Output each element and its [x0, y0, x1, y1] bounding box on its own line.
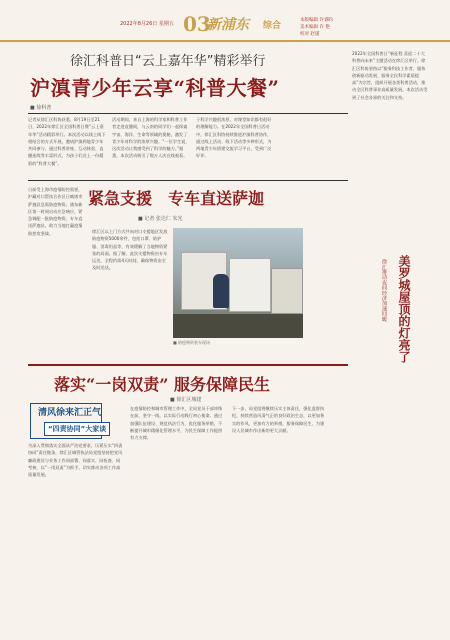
article3-column: 为深入贯彻落实全面从严治党要求，压紧压实“四责协同”责任链条，徐汇区城管执法局党组坚持把党风廉政建设与业务工作同部署、同落实、同检查、同考核，以“一岗双责”为抓手，切实推动各项工作高质量发展。 — [28, 443, 123, 478]
article3-column — [352, 380, 428, 632]
article1-byline: ■ 徐科普 — [30, 105, 52, 111]
article2-column: 徐汇区以上门方式共向对口支援地区发放防疫物资5000余件，包括口罩、防护服、消毒用品等，有效缓解了当地物资紧张的局面。据了解，此次支援物资由专车运送，全程约需4天时间，确保物资安全及时送达。 — [92, 229, 168, 271]
article3-title: 落实“一岗双责” 服务保障民生 — [54, 375, 270, 394]
section-label: 综合 — [263, 21, 282, 31]
photo-caption: ■ 防疫物资装车现场 — [173, 340, 211, 345]
article2-photo — [173, 228, 303, 338]
page-number: 03 — [183, 12, 211, 36]
newspaper-brand: 新浦东 — [207, 17, 249, 33]
article3-column: 在疫情防控和城市管理工作中，全局党员干部冲锋在前，坚守一线，以实际行动践行初心使命。通过加强队伍建设、规范执法行为、优化服务举措，不断提升城市精细化管理水平，为民生保障工作提供有力支撑。 — [130, 406, 223, 441]
issue-date: 2022年8月26日 星期五 — [120, 21, 174, 27]
editor-credit-line: 校对 赵谨 — [300, 32, 320, 37]
photo-ground — [173, 314, 303, 338]
article1-subtitle: 徐汇科普日“云上嘉年华”精彩举行 — [70, 54, 266, 69]
section-divider — [28, 180, 348, 181]
header-divider — [0, 40, 450, 42]
editor-credits — [300, 17, 333, 38]
editor-credit-line: 美术编辑 许 艳 — [300, 25, 330, 30]
article1-column: 活动期间，来自上海的科学家和科普工作者走进直播间，与云南的同学们一起探索宇宙、海洋、生命等领域的奥秘，激发了青少年对科学的浓厚兴趣。“一位学生说，这次活动让我感受到了科学的魅力。”据悉，本次活动吸引了数万人次在线观看。 — [112, 117, 190, 159]
section-divider — [28, 364, 348, 366]
article2-column: 日前受上海市疫情防控需要，沪藏对口帮扶合作区日喀则市萨迦县急需防疫物资。浦东新区第一时间启动应急响应，紧急调配一批防疫物资，专车直送萨迦县，助力当地打赢疫情防控攻坚战。 — [28, 187, 83, 236]
sidebar-column — [308, 258, 370, 358]
column-heading: 清风徐来汇正气 — [38, 408, 102, 418]
supply-box-graphic — [229, 258, 271, 312]
worker-figure — [213, 274, 229, 308]
supply-box-graphic — [271, 268, 303, 314]
article1-column: 2022年全国科普日“新征程 喜迎二十大 科普向未来”主题活动在徐汇区举行。徐汇区科协坚持以“服务科技工作者、服务创新驱动发展、服务全民科学素质提高”为宗旨，组织开展各类科普活动，推动全区科普事业高质量发展。本次活动受到了社会各界的关注和支持。 — [352, 51, 428, 100]
page-header — [0, 0, 450, 44]
article1-column: 子科学兴趣很浓厚，对课堂知识都有很好的理解能力。在2022年全国科普日活动中，徐汇区科协持续推进沪滇科普协作，通过线上活动、线下活动等多种形式，为两地青少年搭建交流学习平台，受到广泛好评。 — [196, 117, 272, 159]
sidebar-subtitle: 徐汇推动夜间经济加速回暖 — [381, 259, 387, 322]
article1-title: 沪滇青少年云享“科普大餐” — [30, 76, 280, 100]
sidebar-title: 美罗城屋顶的灯亮了 — [397, 255, 411, 363]
article3-byline: ■ 徐汇区城建 — [170, 397, 202, 403]
article1-rule — [28, 113, 348, 114]
editor-credit-line: 本版编辑 许睿昀 — [300, 18, 333, 23]
article2-title: 紧急支援 专车直送萨迦 — [88, 189, 265, 208]
column-subheading: “四责协同”大家谈 — [44, 422, 110, 436]
article1-column: 记者从徐汇区科协获悉，8月19日至21日，2022年徐汇区全国科普日暨“云上嘉年华”活动精彩举行。本次活动以线上线下相结合的方式开展，邀请沪滇两地青少年共同参与，通过科普讲座、互动体验、直播连线等丰富形式，为孩子们送上一份精彩的“科普大餐”。 — [28, 117, 106, 166]
article2-byline: ■ 记者 张达仁 朱光 — [138, 216, 183, 222]
article3-column: 下一步，局党组将继续压实主体责任，强化监督执纪，持续营造风清气正的良好政治生态，以更加务实的作风、更加有力的举措，服务保障民生，为建设人民城市作出新的更大贡献。 — [232, 406, 325, 433]
